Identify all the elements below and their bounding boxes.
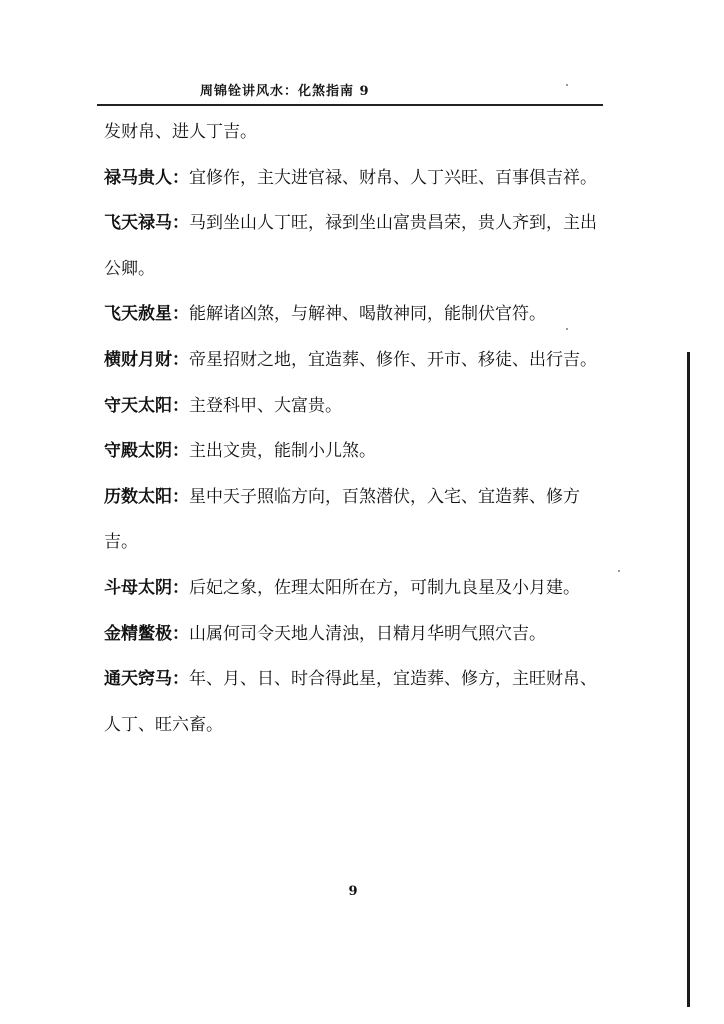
entry-text: 山属何司令天地人清浊，日精月华明气照穴吉。: [189, 623, 546, 644]
entry-text: 发财帛、进人丁吉。: [104, 122, 257, 142]
entry-3: [104, 292, 609, 338]
entry-term: 金精鳖极：: [104, 623, 189, 644]
entry-term: 斗母太阴：: [104, 577, 189, 598]
entry-term: 守殿太阴：: [104, 441, 189, 462]
entry-text: 年、月、日、时合得此星，宜造葬、修方，主旺财帛、人丁、旺六畜。: [104, 669, 597, 735]
entry-term: 历数太阳：: [104, 486, 189, 507]
entry-text: 主出文贵，能制小儿煞。: [189, 441, 376, 462]
entry-term: 飞天禄马：: [104, 213, 189, 234]
entry-term: 守天太阳：: [104, 395, 189, 416]
entry-term: 飞天赦星：: [104, 304, 189, 325]
page-body: [104, 110, 609, 748]
entry-text: 能解诸凶煞，与解神、喝散神同，能制伏官符。: [189, 304, 546, 325]
entry-10: [104, 657, 609, 748]
entry-5: [104, 384, 609, 430]
entry-term: 禄马贵人：: [104, 167, 189, 188]
entry-4: [104, 338, 609, 384]
entry-text: 帝星招财之地，宜造葬、修作、开市、移徒、出行吉。: [189, 349, 597, 370]
scan-speck: [566, 328, 568, 330]
scan-speck: [566, 84, 568, 86]
entry-term: 横财月财：: [104, 349, 189, 370]
entry-text: 后妃之象，佐理太阳所在方，可制九良星及小月建。: [189, 577, 580, 598]
running-header: 周锦铨讲风水：化煞指南 9: [200, 84, 370, 99]
entry-text: 主登科甲、大富贵。: [189, 395, 342, 416]
entry-term: 通天窍马：: [104, 669, 189, 690]
entry-6: [104, 429, 609, 475]
entry-text: 宜修作，主大进官禄、财帛、人丁兴旺、百事俱吉祥。: [189, 167, 597, 188]
entry-0: [104, 110, 609, 156]
entry-1: [104, 156, 609, 202]
entry-8: [104, 566, 609, 612]
scan-speck: [618, 570, 620, 572]
entry-7: [104, 475, 609, 566]
header-rule: [97, 104, 603, 106]
page-number: 9: [348, 884, 358, 899]
entry-text: 星中天子照临方向，百煞潜伏，入宅、宜造葬、修方吉。: [104, 486, 580, 553]
entry-text: 马到坐山人丁旺，禄到坐山富贵昌荣，贵人齐到，主出公卿。: [104, 213, 597, 279]
entry-9: [104, 612, 609, 658]
entry-2: [104, 201, 609, 292]
scan-edge-shadow: [687, 352, 690, 1007]
